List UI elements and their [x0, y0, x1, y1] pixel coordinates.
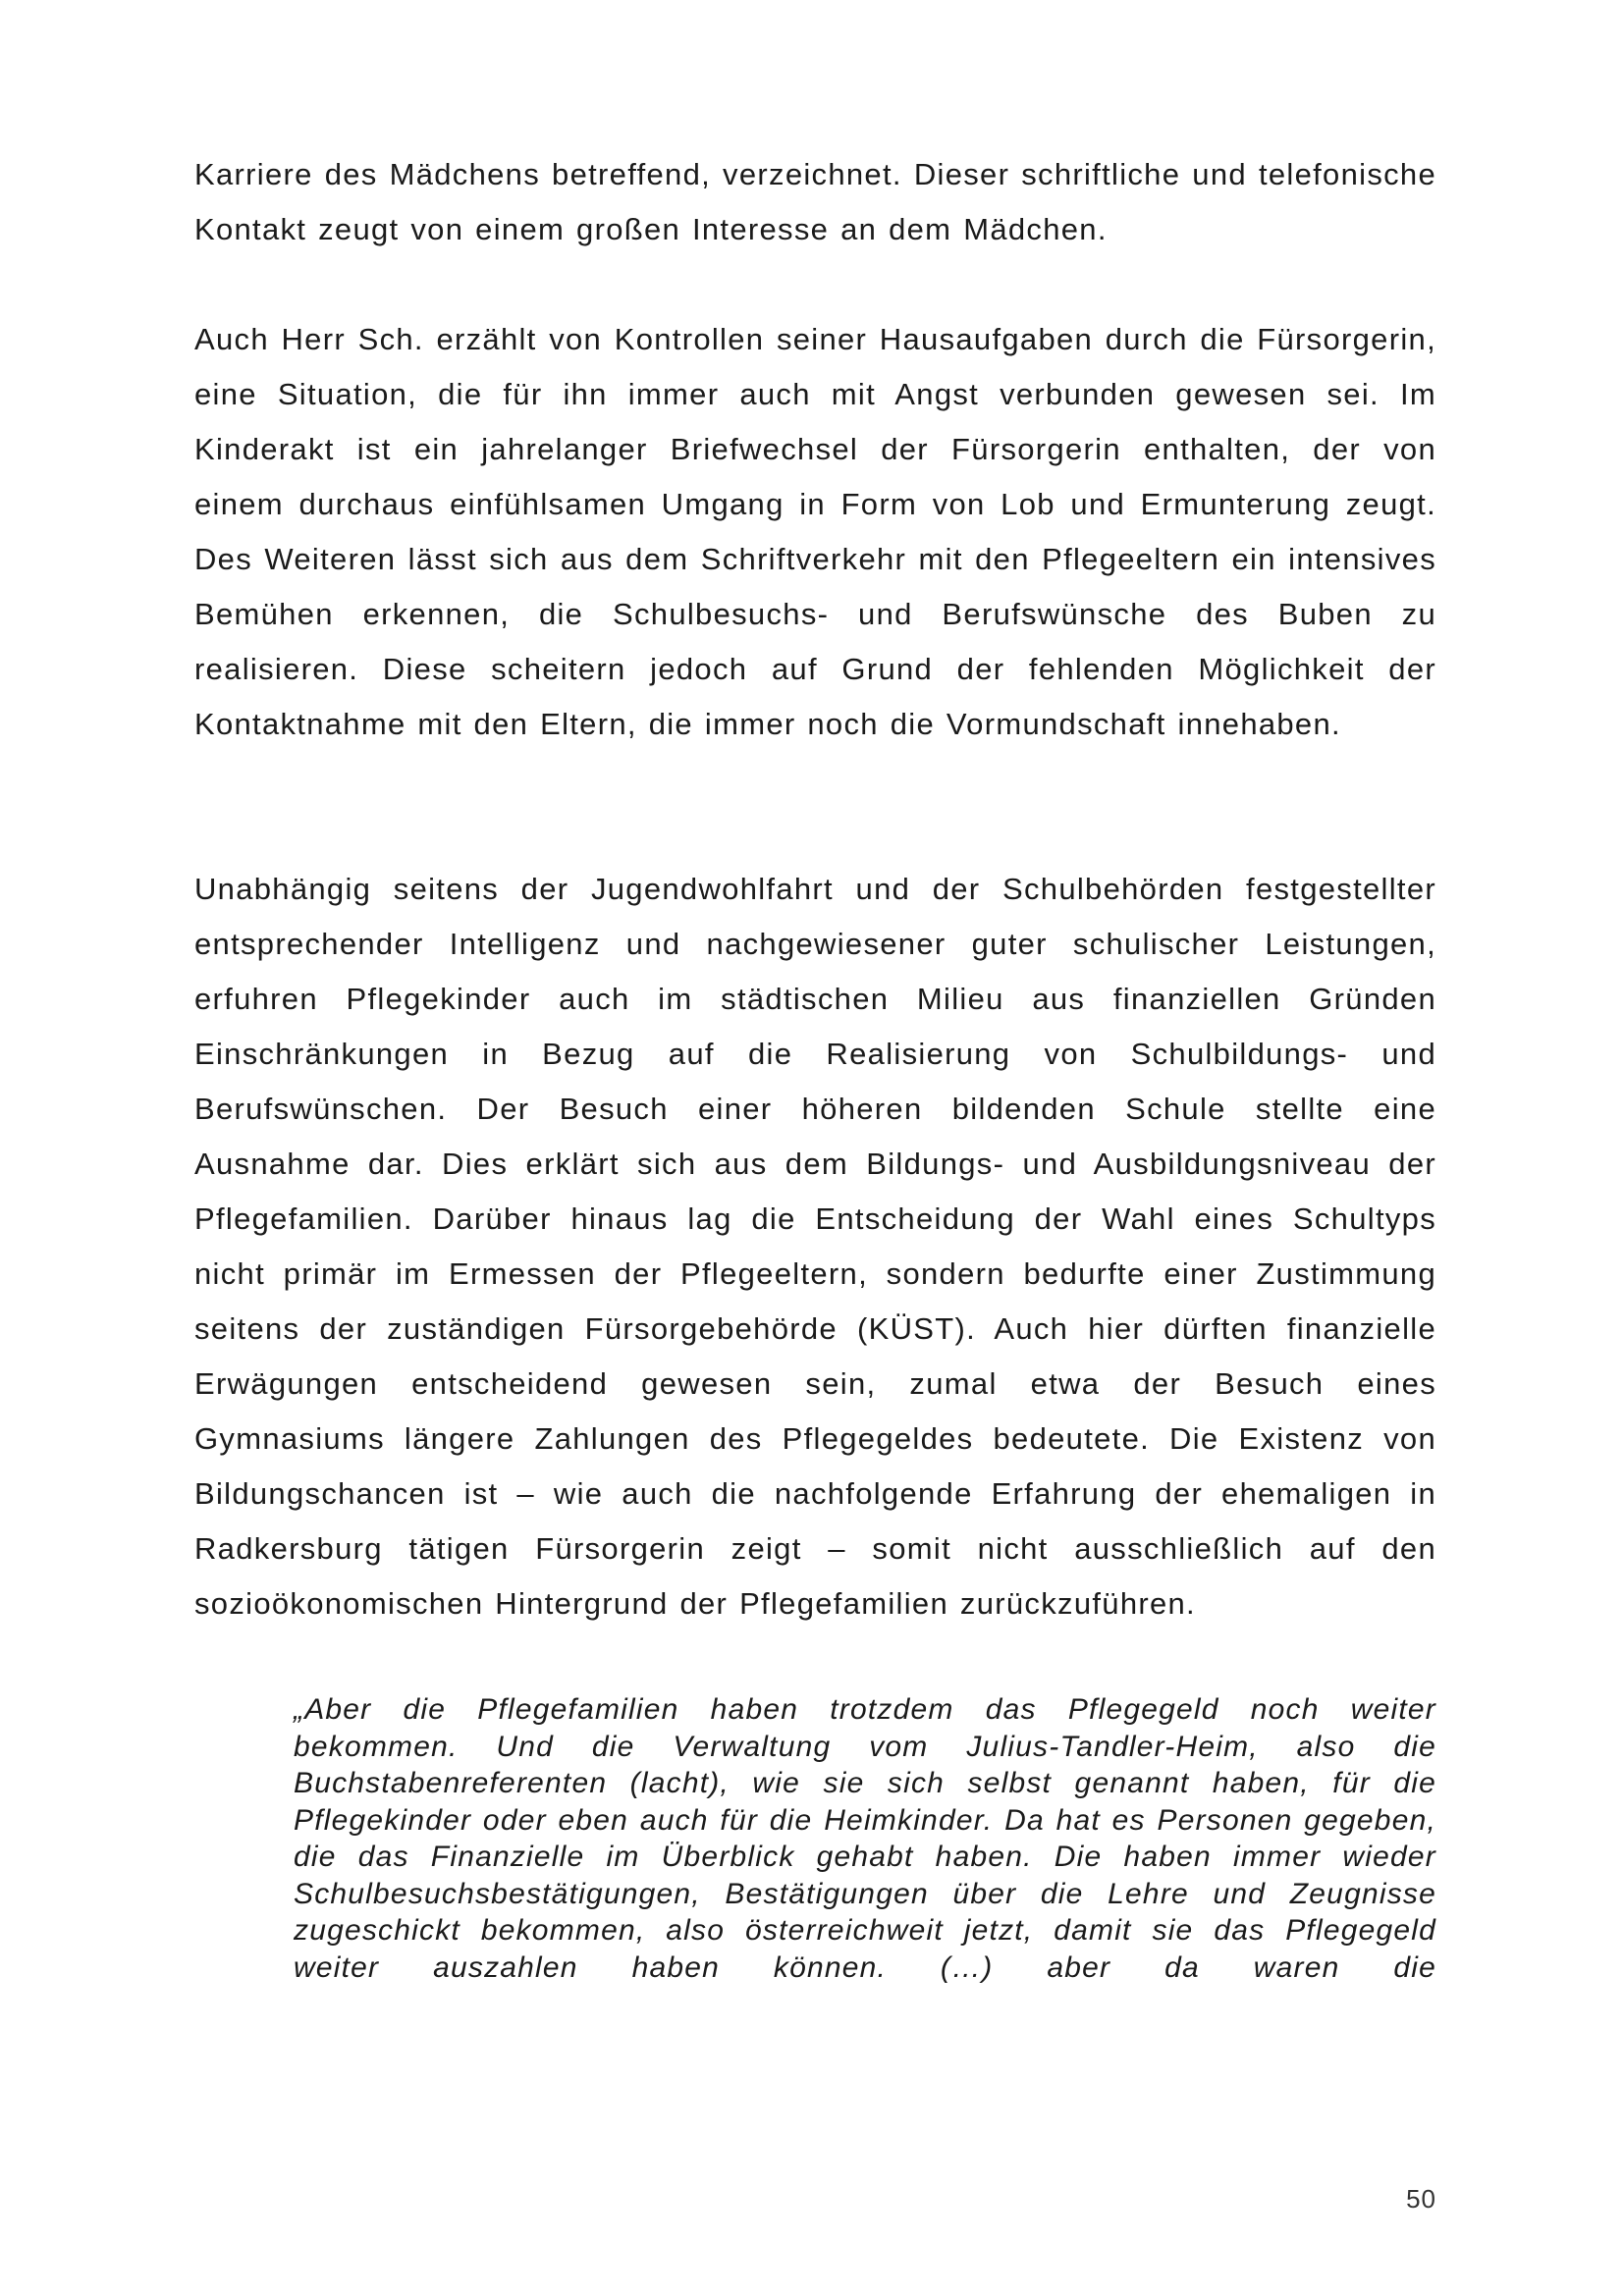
body-paragraph-1: Karriere des Mädchens betreffend, verzeichnet. Dieser schriftliche und telefonische Kontakt zeugt von einem großen Interesse an dem Mädchen. [194, 157, 1436, 246]
interview-quote: „Aber die Pflegefamilien haben trotzdem das Pflegegeld noch weiter bekommen. Und die Verwaltung vom Julius-Tandler-Heim, also die Buchstabenreferenten (lacht), wie sie sich selbst genannt haben, für die Pflegekinder oder eben auch für die Heimkinder. Da hat es Personen gegeben, die das Finanzielle im Überblick gehabt haben. Die haben immer wieder Schulbesuchsbestätigungen, Bestätigungen über die Lehre und Zeugnisse zugeschickt bekommen, also österreichweit jetzt, damit sie das Pflegegeld weiter auszahlen haben können. (…) aber da waren die [294, 1693, 1436, 1984]
body-paragraph-2: Auch Herr Sch. erzählt von Kontrollen seiner Hausaufgaben durch die Fürsorgerin, eine Situation, die für ihn immer auch mit Angst verbunden gewesen sei. Im Kinderakt ist ein jahrelanger Briefwechsel der Fürsorgerin enthalten, der von einem durchaus einfühlsamen Umgang in Form von Lob und Ermunterung zeugt. Des Weiteren lässt sich aus dem Schriftverkehr mit den Pflegeeltern ein intensives Bemühen erkennen, die Schulbesuchs- und Berufswünsche des Buben zu realisieren. Diese scheitern jedoch auf Grund der fehlenden Möglichkeit der Kontaktnahme mit den Eltern, die immer noch die Vormundschaft innehaben. [194, 322, 1436, 741]
page-number: 50 [1406, 2184, 1436, 2214]
body-paragraph-3: Unabhängig seitens der Jugendwohlfahrt und der Schulbehörden festgestellter entsprechender Intelligenz und nachgewiesener guter schulischer Leistungen, erfuhren Pflegekinder auch im städtischen Milieu aus finanziellen Gründen Einschränkungen in Bezug auf die Realisierung von Schulbildungs- und Berufswünschen. Der Besuch einer höheren bildenden Schule stellte eine Ausnahme dar. Dies erklärt sich aus dem Bildungs- und Ausbildungsniveau der Pflegefamilien. Darüber hinaus lag die Entscheidung der Wahl eines Schultyps nicht primär im Ermessen der Pflegeeltern, sondern bedurfte einer Zustimmung seitens der zuständigen Fürsorgebehörde (KÜST). Auch hier dürften finanzielle Erwägungen entscheidend gewesen sein, zumal etwa der Besuch eines Gymnasiums längere Zahlungen des Pflegegeldes bedeutete. Die Existenz von Bildungschancen ist – wie auch die nachfolgende Erfahrung der ehemaligen in Radkersburg tätigen Fürsorgerin zeigt – somit nicht ausschließlich auf den sozioökonomischen Hintergrund der Pflegefamilien zurückzuführen. [194, 872, 1436, 1621]
